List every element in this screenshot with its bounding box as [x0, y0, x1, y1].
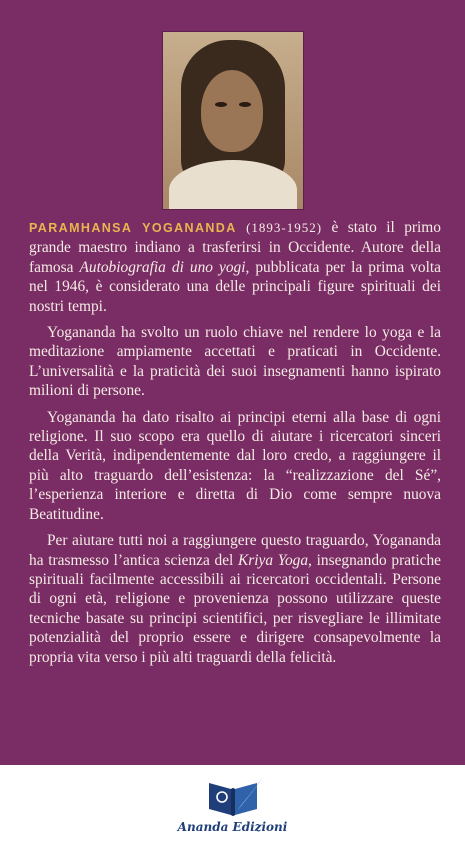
- author-dates: (1893-1952): [246, 220, 323, 235]
- bio-text: , pubblicata per la prima volta nel 1946, è considerato una delle principali figure spirituali dei nostri tempi.: [29, 258, 441, 315]
- author-portrait: [163, 32, 303, 209]
- bio-paragraph-2: Yogananda ha svolto un ruolo chiave nel rendere lo yoga e la meditazione ampiamente accettati e praticati in Occidente. L’universalità e la praticità dei suoi insegnamenti hanno ispirato milioni di persone.: [29, 324, 441, 400]
- kriya-yoga-term: Kriya Yoga: [238, 551, 309, 569]
- bio-text: è stato il primo grande maestro indiano a trasferirsi in Occidente. Autore della famosa: [29, 219, 441, 276]
- bio-paragraph-1: [29, 218, 441, 316]
- publisher-name: Ananda Edizioni: [177, 820, 288, 834]
- author-biography: [29, 218, 441, 674]
- bio-text: Per aiutare tutti noi a raggiungere questo traguardo, Yogananda ha trasmesso l’antica scienza del: [29, 532, 441, 569]
- book-title: Autobiografia di uno yogi: [79, 258, 246, 276]
- bio-paragraph-4: [29, 531, 441, 667]
- author-name: PARAMHANSA YOGANANDA: [29, 221, 237, 235]
- book-feather-logo-icon: [201, 775, 265, 821]
- bio-text: , insegnando pratiche spirituali facilmente accessibili ai ricercatori occidentali. Persone di ogni età, religione e provenienza possono utilizzare queste tecniche basate su principi scientifici, per risvegliare le illimitate potenzialità del proprio essere e dirigere consapevolmente la propria vita verso i più alti traguardi della felicità.: [29, 551, 441, 666]
- bio-paragraph-3: Yogananda ha dato risalto ai principi eterni alla base di ogni religione. Il suo scopo era quello di aiutare i ricercatori sinceri della Verità, indipendentemente dal loro credo, a raggiungere il più alto traguardo dell’esistenza: la “realizzazione del Sé”, l’esperienza interiore e diretta di Dio come sempre nuova Beatitudine.: [29, 408, 441, 523]
